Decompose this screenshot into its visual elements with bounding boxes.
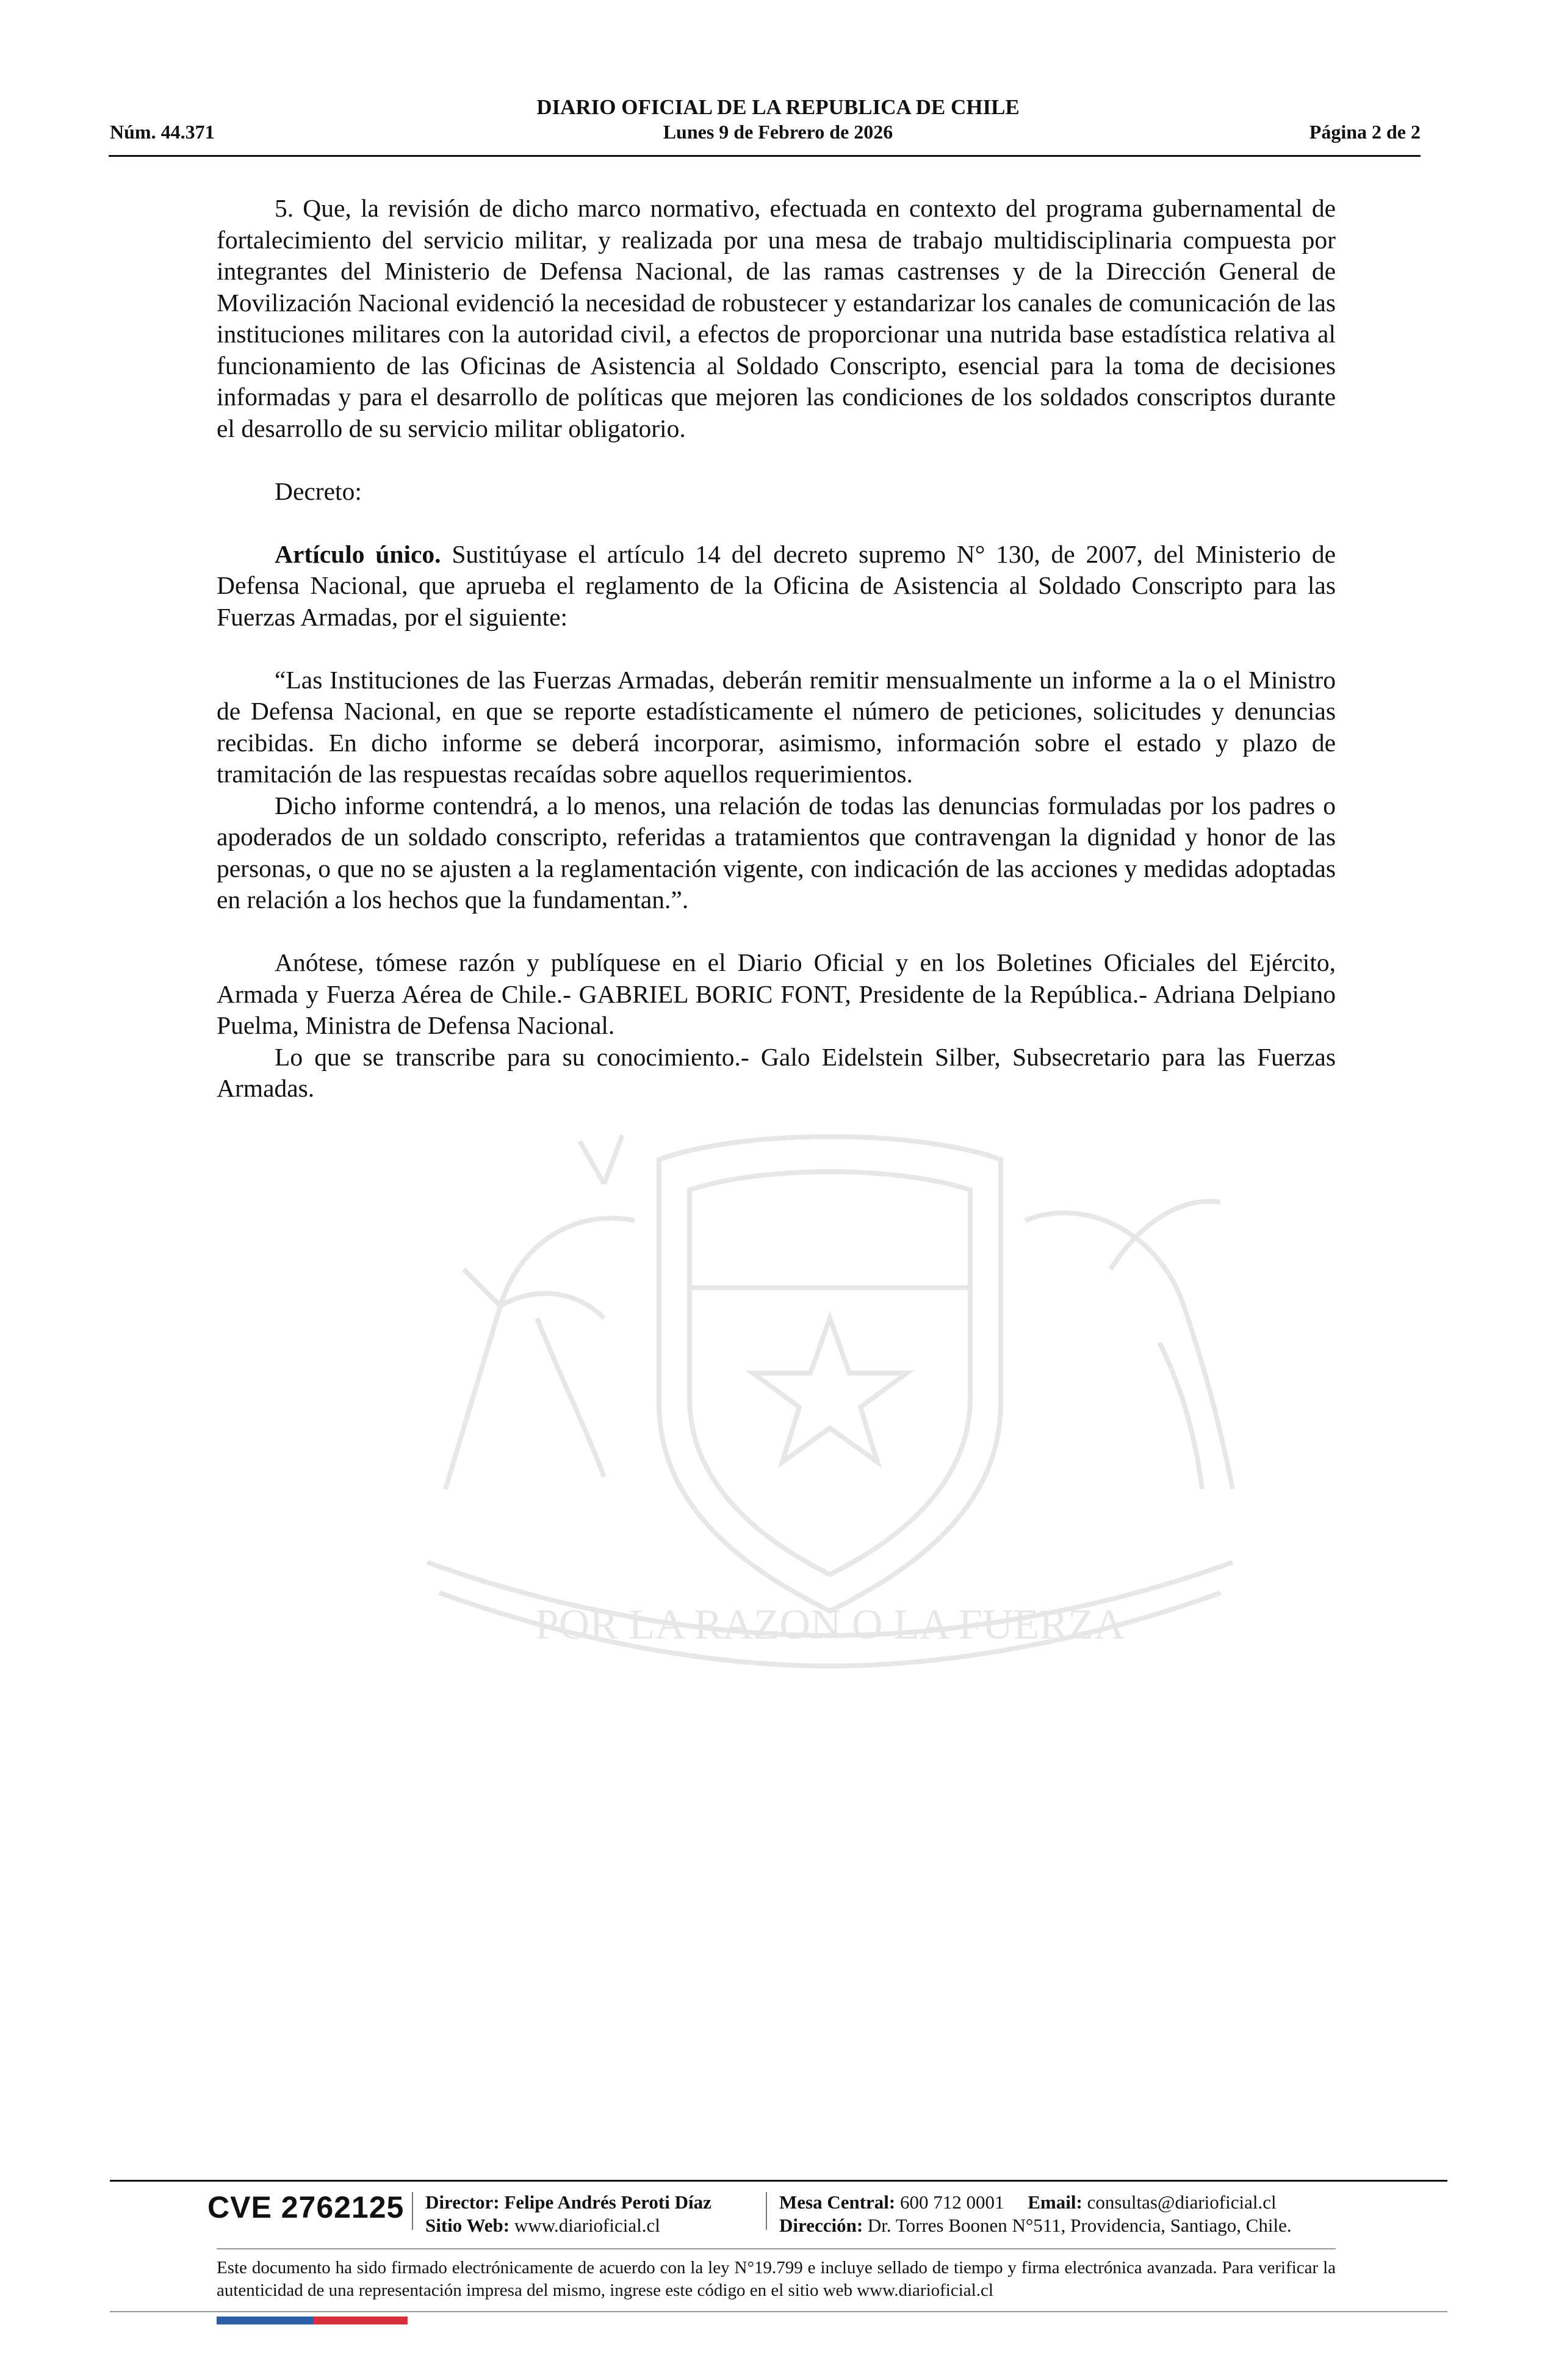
direccion-value: Dr. Torres Boonen N°511, Providencia, Santiago, Chile.: [867, 2215, 1292, 2236]
chilean-coat-of-arms-icon: [317, 1086, 1342, 1697]
article-body: [217, 193, 1336, 1105]
mesa-central-phone: 600 712 0001: [900, 2191, 1004, 2213]
newspaper-title: DIARIO OFICIAL DE LA REPUBLICA DE CHILE: [536, 95, 1020, 119]
paragraph-considerando-5: 5. Que, la revisión de dicho marco normativo, efectuada en contexto del programa gubernamental de fortalecimiento del servicio militar, y realizada por una mesa de trabajo multidisciplinaria compuesta por integrantes del Ministerio de Defensa Nacional, de las ramas castrenses y de la Dirección General de Movilización Nacional evidenció la necesidad de robustecer y estandarizar los canales de comunicación de las instituciones militares con la autoridad civil, a efectos de proporcionar una nutrida base estadística relativa al funcionamiento de las Oficinas de Asistencia al Soldado Conscripto, esencial para la toma de decisiones informadas y para el desarrollo de políticas que mejoren las condiciones de los soldados conscriptos durante el desarrollo de su servicio militar obligatorio.: [217, 194, 1336, 442]
email-link[interactable]: consultas@diarioficial.cl: [1087, 2191, 1277, 2213]
footer-divider-middle: [217, 2248, 1336, 2249]
signature-notice: Este documento ha sido firmado electrónicamente de acuerdo con la ley N°19.799 e incluye sellado de tiempo y firma electrónica avanzada. Para verificar la autenticidad de una representación impresa del mismo, ingrese este código en el sitio web www.diarioficial.cl: [217, 2258, 1336, 2300]
director-name: Felipe Andrés Peroti Díaz: [504, 2191, 711, 2213]
issue-number: Núm. 44.371: [110, 121, 215, 143]
articulo-unico-label: Artículo único.: [275, 539, 441, 568]
quoted-paragraph-2: Dicho informe contendrá, a lo menos, una relación de todas las denuncias formuladas por los padres o apoderados de un soldado conscripto, referidas a tratamientos que contravengan la dignidad y honor de las personas, o que no se ajusten a la reglamentación vigente, con indicación de las acciones y medidas adoptadas en relación a los hechos que la fundamentan.”.: [217, 791, 1336, 914]
articulo-unico-text: Sustitúyase el artículo 14 del decreto supremo N° 130, de 2007, del Ministerio de Defensa Nacional, que aprueba el reglamento de la Oficina de Asistencia al Soldado Conscripto para las Fuerzas Armadas, por el siguiente:: [217, 539, 1336, 631]
flag-stripe-red: [313, 2317, 408, 2324]
cve-code: CVE 2762125: [207, 2190, 405, 2224]
anotese-paragraph: Anótese, tómese razón y publíquese en el Diario Oficial y en los Boletines Oficiales del Ejército, Armada y Fuerza Aérea de Chile.- GABRIEL BORIC FONT, Presidente de la República.- Adriana Delpiano Puelma, Ministra de Defensa Nacional.: [217, 948, 1336, 1039]
footer-director-block: [425, 2191, 711, 2237]
director-label: Director:: [425, 2191, 500, 2213]
footer-divider-bottom: [110, 2311, 1447, 2312]
website-label: Sitio Web:: [425, 2215, 510, 2236]
articulo-unico-paragraph: [217, 539, 1336, 633]
direccion-label: Dirección:: [779, 2215, 863, 2236]
footer-separator: [412, 2192, 413, 2230]
footer-contact-block: [779, 2191, 1292, 2237]
quoted-paragraph-1: “Las Instituciones de las Fuerzas Armadas, deberán remitir mensualmente un informe a la o el Ministro de Defensa Nacional, en que se reporte estadísticamente el número de peticiones, solicitudes y denuncias recibidas. En dicho informe se deberá incorporar, asimismo, información sobre el estado y plazo de tramitación de las respuestas recaídas sobre aquellos requerimientos.: [217, 665, 1336, 788]
footer-divider-top: [110, 2180, 1447, 2182]
header-divider: [109, 155, 1421, 157]
email-label: Email:: [1028, 2191, 1082, 2213]
website-link[interactable]: www.diarioficial.cl: [514, 2215, 660, 2236]
motto-text: POR LA RAZON O LA FUERZA: [535, 1601, 1125, 1648]
issue-date: Lunes 9 de Febrero de 2026: [663, 121, 893, 143]
mesa-central-label: Mesa Central:: [779, 2191, 896, 2213]
page-indicator: Página 2 de 2: [1309, 121, 1421, 143]
decreto-heading: Decreto:: [275, 477, 362, 505]
flag-stripe-blue: [217, 2317, 313, 2324]
transcribe-paragraph: Lo que se transcribe para su conocimiento.- Galo Eidelstein Silber, Subsecretario para las Fuerzas Armadas.: [217, 1042, 1336, 1102]
footer-separator: [766, 2192, 767, 2230]
